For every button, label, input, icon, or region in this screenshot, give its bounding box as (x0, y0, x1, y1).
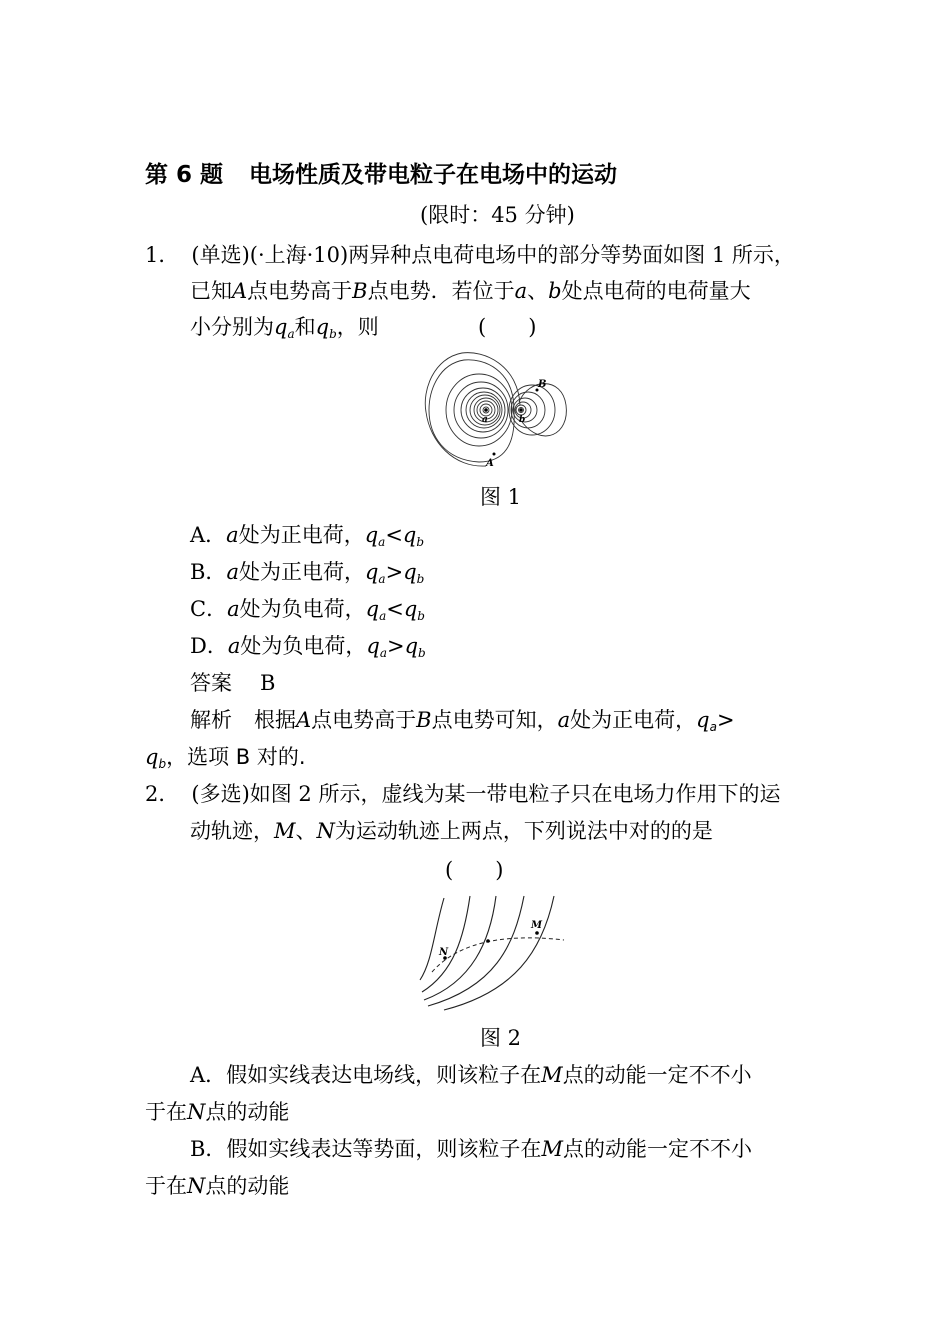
q2-option-b-line-2: 于在N点的动能 (145, 1174, 290, 1198)
q2-number: 2． (145, 782, 180, 806)
q1-option-a: A．a处为正电荷，qa<qb (190, 523, 425, 549)
figure-2-caption: 图 2 (480, 1026, 522, 1050)
q2-option-a-line-2: 于在N点的动能 (145, 1100, 290, 1124)
figure-2-field-lines (414, 892, 568, 1012)
q1-answer-paren: ( ) (478, 315, 537, 339)
q2-option-a-line-1: A．假如实线表达电场线，则该粒子在M点的动能一定不不小 (190, 1063, 752, 1087)
q1-analysis-line-2: qb，选项 B 对的. (145, 745, 306, 771)
q2-answer-paren: ( ) (445, 858, 504, 882)
answer-label: 答案 (190, 671, 232, 695)
q1-stem-1: (单选)(·上海·10)两异种点电荷电场中的部分等势面如图 1 所示， (191, 243, 795, 267)
solid-line-2 (422, 896, 470, 992)
title-number: 第 6 题 (145, 162, 224, 188)
q1-line-3: 小分别为qa和qb，则 (190, 315, 379, 341)
label-B: B (538, 379, 547, 390)
figure-1-equipotentials (424, 350, 574, 472)
answer-value: B (260, 671, 276, 695)
label-M: M (531, 920, 543, 931)
point-M-marker (535, 931, 539, 935)
q2-option-b-line-1: B．假如实线表达等势面，则该粒子在M点的动能一定不不小 (190, 1137, 752, 1161)
point-A-marker (493, 453, 496, 456)
solid-line-1 (420, 898, 444, 980)
q2-stem-1: (多选)如图 2 所示，虚线为某一带电粒子只在电场力作用下的运 (191, 782, 781, 806)
solid-line-3 (424, 896, 496, 1000)
q1-line-1 (145, 240, 795, 270)
q2-line-1 (145, 779, 780, 809)
point-mid-marker (486, 939, 490, 943)
analysis-label: 解析 (190, 708, 232, 732)
q1-option-b: B．a处为正电荷，qa>qb (190, 560, 425, 586)
figure-1-caption: 图 1 (480, 485, 522, 509)
label-a: a (482, 415, 488, 425)
title-text: 电场性质及带电粒子在电场中的运动 (249, 162, 618, 188)
q1-number: 1． (145, 243, 180, 267)
q1-line-2: 已知A点电势高于B点电势．若位于a、b处点电荷的电荷量大 (190, 279, 751, 303)
label-N: N (439, 947, 449, 958)
q1-analysis-line-1: 解析 根据A点电势高于B点电势可知，a处为正电荷，qa> (190, 708, 735, 734)
q1-answer (190, 668, 275, 698)
q1-option-c: C．a处为负电荷，qa<qb (190, 597, 425, 623)
page-title (145, 160, 617, 190)
time-limit: (限时：45 分钟) (420, 203, 575, 227)
label-b: b (519, 415, 526, 425)
trajectory-dashed (432, 938, 564, 972)
q1-option-d: D．a处为负电荷，qa>qb (190, 634, 426, 660)
label-A: A (486, 458, 494, 469)
q2-line-2: 动轨迹，M、N为运动轨迹上两点，下列说法中对的的是 (190, 819, 713, 843)
